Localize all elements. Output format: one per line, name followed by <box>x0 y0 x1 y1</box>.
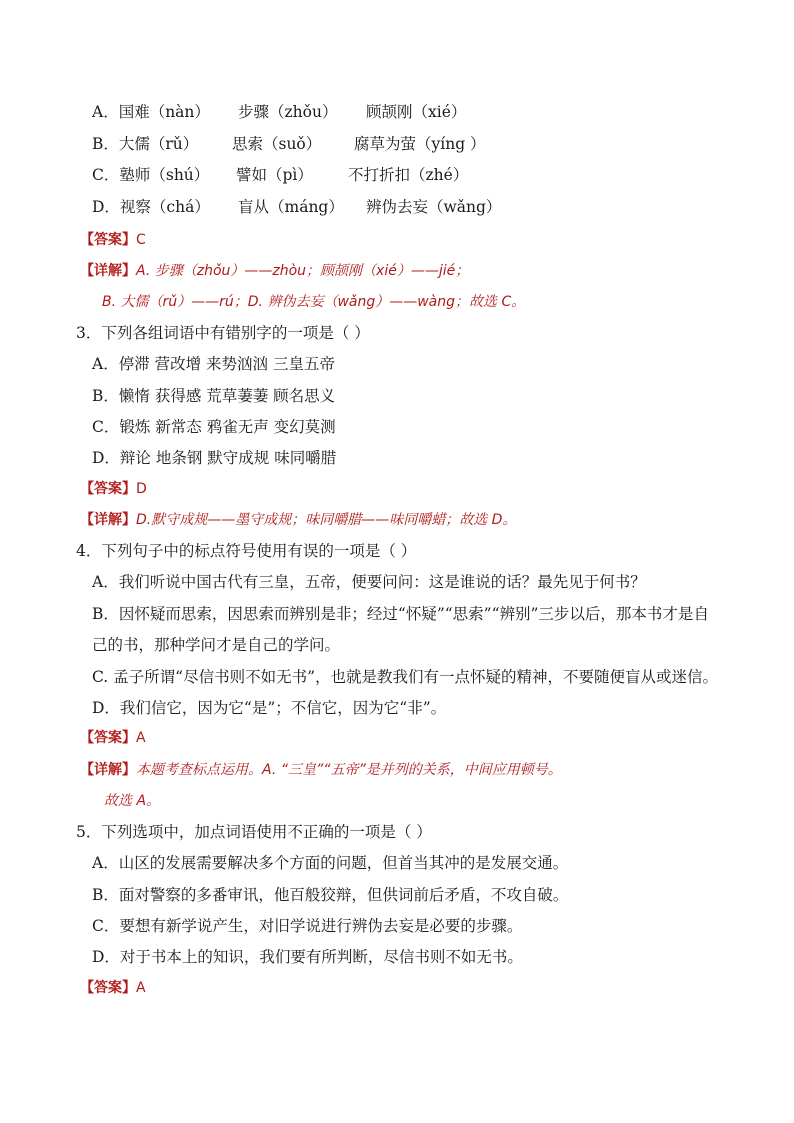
q5-option-d: D．对于书本上的知识，我们要有所判断，尽信书则不如无书。 <box>92 948 523 966</box>
q5-option-a: A．山区的发展需要解决多个方面的问题，但首当其冲的是发展交通。 <box>92 854 569 872</box>
q4-option-b: B．因怀疑而思索，因思索而辨别是非；经过“怀疑”“思索”“辨别”三步以后，那本书才是自 <box>92 605 709 623</box>
answer-value: A <box>136 980 146 996</box>
q3-option-d: D．辩论 地条钢 默守成规 味同嚼腊 <box>92 449 337 467</box>
answer-tag: 【答案】 <box>80 980 136 996</box>
answer-value: D <box>136 481 147 497</box>
q4-option-b-continued: 己的书，那种学问才是自己的学问。 <box>92 636 341 654</box>
detail-tag: 【详解】 <box>80 263 136 279</box>
answer-tag: 【答案】 <box>80 481 136 497</box>
answer-value: C <box>136 232 146 248</box>
q2-detail-line-2 <box>102 291 525 311</box>
q2-option-b-2: 思索（suǒ） <box>232 135 322 153</box>
q2-detail <box>80 260 469 280</box>
q2-option-d-3: 辨伪去妄（wǎng） <box>366 198 502 216</box>
q2-option-c-2: 譬如（pì） <box>236 166 313 184</box>
q4-detail <box>80 759 562 779</box>
q3-detail <box>80 509 516 529</box>
q3-stem: 3．下列各组词语中有错别字的一项是（ ） <box>76 324 370 342</box>
q3-option-b: B．懒惰 获得感 荒草萋萋 顾名思义 <box>92 387 336 405</box>
q4-detail-line-2 <box>104 790 160 810</box>
q2-option-a-2: 步骤（zhǒu） <box>238 103 338 121</box>
q3-option-c: C．锻炼 新常态 鸦雀无声 变幻莫测 <box>92 418 336 436</box>
q5-option-b: B．面对警察的多番审讯，他百般狡辩，但供词前后矛盾，不攻自破。 <box>92 886 569 904</box>
q5-stem: 5．下列选项中，加点词语使用不正确的一项是（ ） <box>76 823 432 841</box>
q2-detail-line-1: A. 步骤（zhǒu）——zhòu；顾颉刚（xié）——jié； <box>136 263 470 279</box>
q4-stem: 4．下列句子中的标点符号使用有误的一项是（ ） <box>76 542 417 560</box>
answer-tag: 【答案】 <box>80 730 136 746</box>
q2-option-b-1: B．大儒（rǔ） <box>92 135 199 153</box>
q2-option-b-3: 腐草为萤（yíng ） <box>354 135 486 153</box>
q4-detail-text-2: 故选 A。 <box>104 793 161 809</box>
q4-detail-line-1: 本题考查标点运用。A. “三皇”“五帝”是并列的关系，中间应用顿号。 <box>136 762 562 778</box>
q2-option-a-1: A．国难（nàn） <box>92 103 210 121</box>
q2-option-c-3: 不打折扣（zhé） <box>348 166 469 184</box>
q2-option-c-1: C．塾师（shú） <box>92 166 210 184</box>
q4-option-c: C. 孟子所谓“尽信书则不如无书”，也就是教我们有一点怀疑的精神，不要随便盲从或迷信。 <box>92 668 719 686</box>
q4-option-a: A．我们听说中国古代有三皇，五帝，便要问问：这是谁说的话？最先见于何书？ <box>92 573 646 591</box>
detail-tag: 【详解】 <box>80 512 136 528</box>
q2-option-a-3: 顾颉刚（xié） <box>366 103 467 121</box>
answer-value: A <box>136 730 146 746</box>
q3-answer <box>80 478 147 498</box>
answer-tag: 【答案】 <box>80 232 136 248</box>
q3-detail-text: D.默守成规——墨守成规；味同嚼腊——味同嚼蜡；故选 D。 <box>136 512 517 528</box>
q2-answer <box>80 229 146 249</box>
q4-answer <box>80 727 146 747</box>
q4-option-d: D．我们信它，因为它“是”；不信它，因为它“非”。 <box>92 699 447 717</box>
q5-option-c: C．要想有新学说产生，对旧学说进行辨伪去妄是必要的步骤。 <box>92 917 523 935</box>
q2-option-d-2: 盲从（máng） <box>238 198 344 216</box>
q2-detail-text-2: B. 大儒（rǔ）——rú；D. 辨伪去妄（wǎng）——wàng；故选 C。 <box>102 294 526 310</box>
detail-tag: 【详解】 <box>80 762 136 778</box>
q5-answer <box>80 977 146 997</box>
q3-option-a: A．停滞 营改增 来势汹汹 三皇五帝 <box>92 355 335 373</box>
q2-option-d-1: D．视察（chá） <box>92 198 210 216</box>
